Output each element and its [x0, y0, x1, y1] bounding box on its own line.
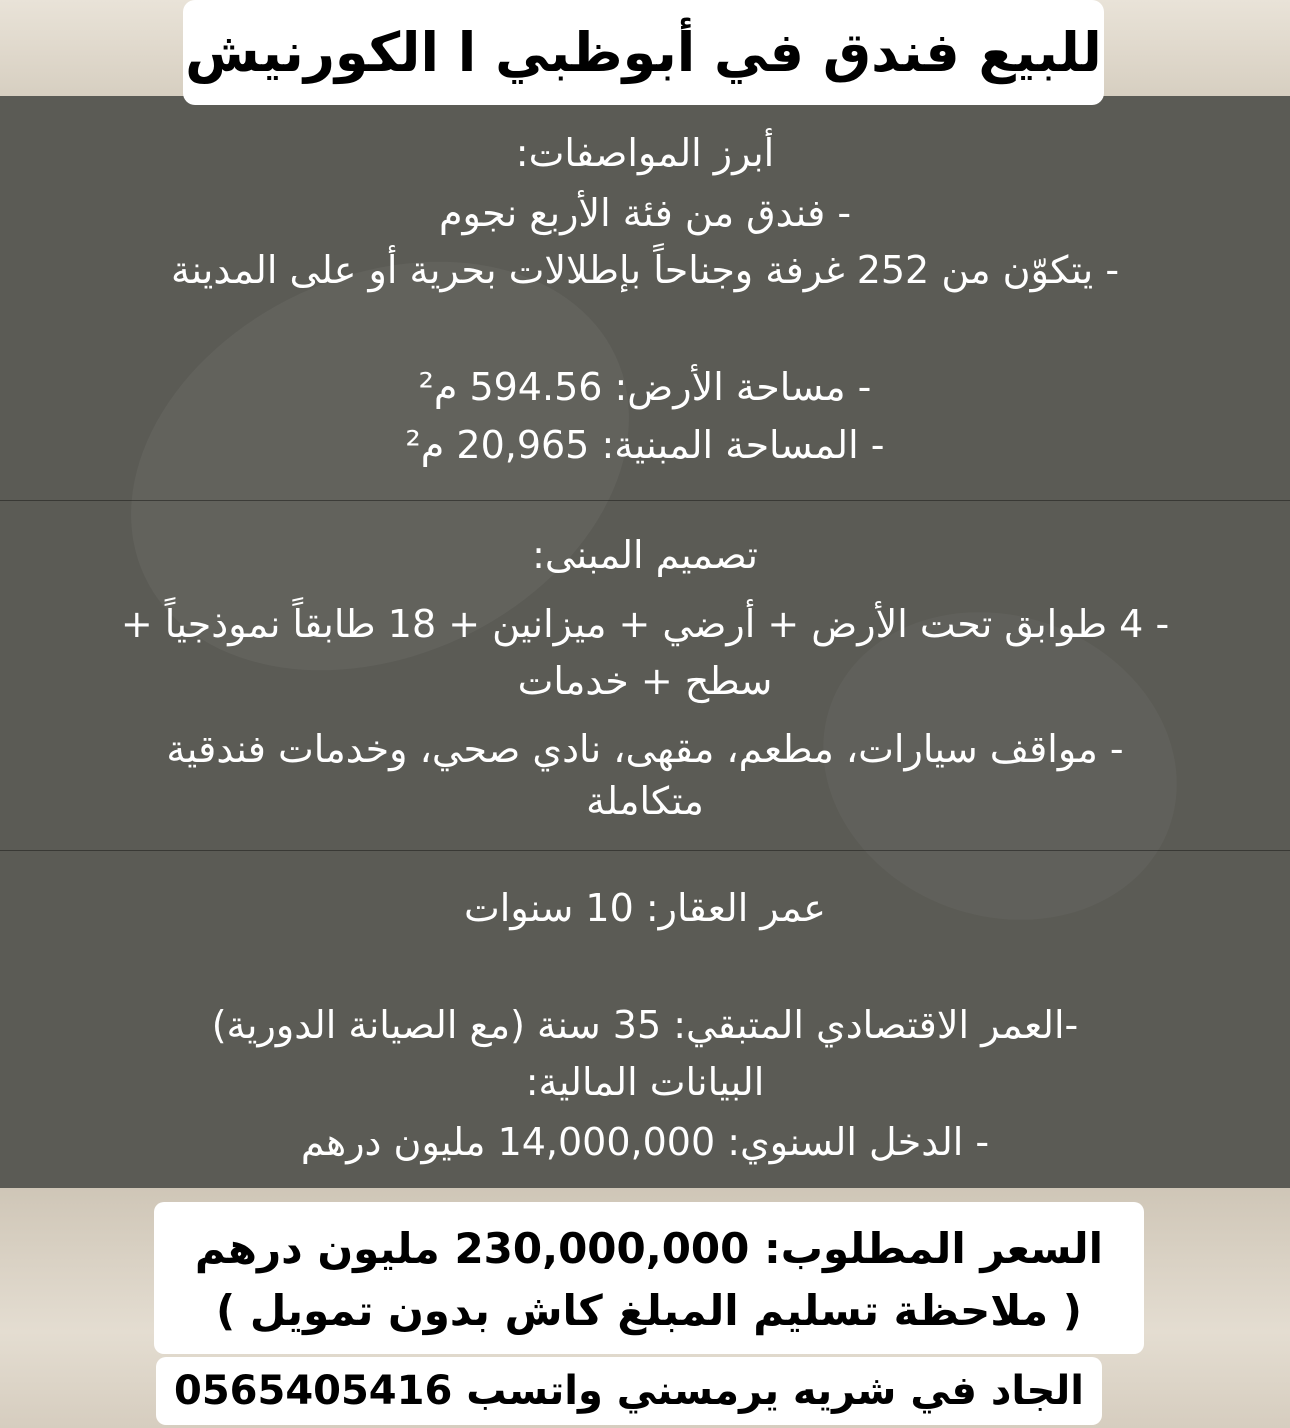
land-area: - مساحة الأرض: 594.56 م²: [418, 365, 872, 409]
title-banner: [183, 0, 1104, 105]
specs-heading: أبرز المواصفات:: [515, 131, 775, 175]
price-box: [154, 1202, 1144, 1354]
economic-life: -العمر الاقتصادي المتبقي: 35 سنة (مع الصيانة الدورية): [211, 1003, 1079, 1047]
design-heading: تصميم المبنى:: [532, 533, 758, 577]
annual-income: - الدخل السنوي: 14,000,000 مليون درهم: [300, 1120, 990, 1164]
page-title: للبيع فندق في أبوظبي ا الكورنيش: [185, 21, 1102, 84]
contact-info: الجاد في شريه يرمسني واتسب 0565405416: [173, 1368, 1085, 1414]
design-line: - مواقف سيارات، مطعم، مقهى، نادي صحي، وخدمات فندقية: [166, 727, 1124, 771]
built-area: - المساحة المبنية: 20,965 م²: [405, 423, 885, 467]
design-line: متكاملة: [586, 779, 704, 823]
payment-note: ( ملاحظة تسليم المبلغ كاش بدون تمويل ): [216, 1286, 1082, 1335]
spec-item: - يتكوّن من 252 غرفة وجناحاً بإطلالات بحرية أو على المدينة: [170, 248, 1120, 292]
spec-item: - فندق من فئة الأربع نجوم: [438, 191, 852, 235]
property-age: عمر العقار: 10 سنوات: [464, 886, 826, 930]
design-line: - 4 طوابق تحت الأرض + أرضي + ميزانين + 18 طابقاً نموذجياً +: [120, 602, 1170, 646]
contact-box: [156, 1357, 1102, 1425]
section-divider: [0, 850, 1290, 851]
financial-heading: البيانات المالية:: [525, 1060, 765, 1104]
design-line: سطح + خدمات: [517, 659, 773, 703]
section-divider: [0, 500, 1290, 501]
asking-price: السعر المطلوب: 230,000,000 مليون درهم: [194, 1224, 1104, 1273]
